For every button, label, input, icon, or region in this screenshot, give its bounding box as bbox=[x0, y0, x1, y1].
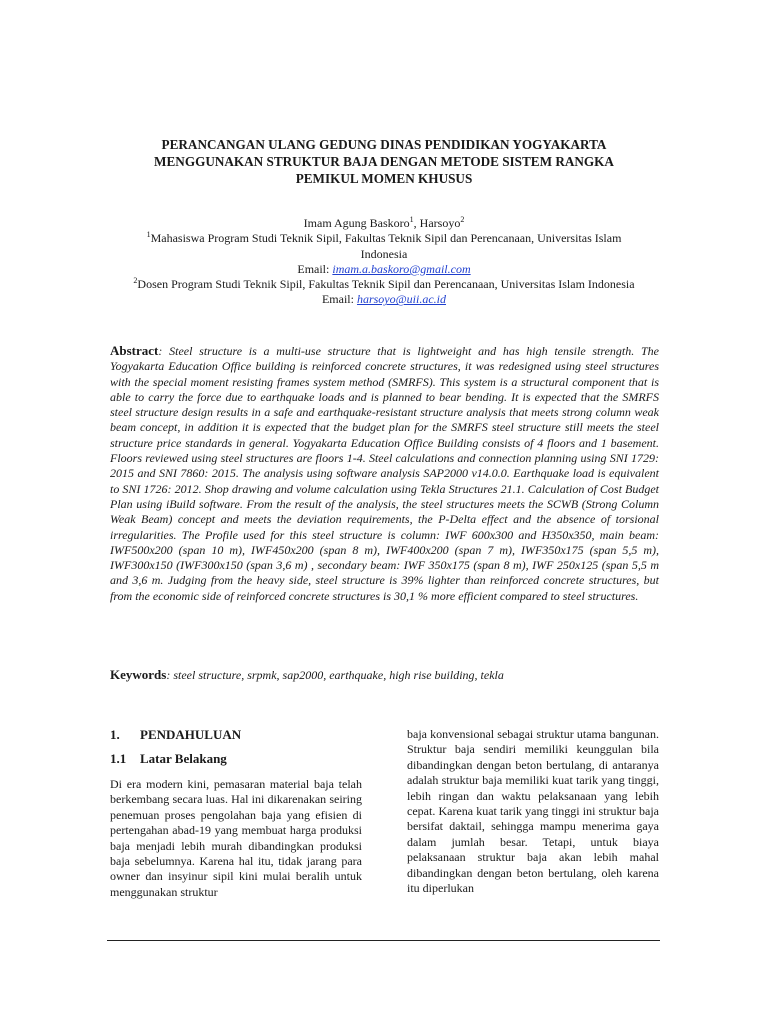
subsection-title: Latar Belakang bbox=[140, 751, 227, 766]
affiliation-1 bbox=[100, 231, 668, 246]
section-heading bbox=[110, 727, 362, 743]
keywords-label: Keywords bbox=[110, 667, 167, 682]
keywords-text: : steel structure, srpmk, sap2000, earthquake, high rise building, tekla bbox=[166, 668, 504, 682]
affiliation-mark: 1 bbox=[146, 230, 151, 240]
subsection-heading bbox=[110, 751, 362, 767]
affiliation-mark: 1 bbox=[409, 215, 414, 224]
author-separator: , bbox=[413, 216, 420, 230]
affiliation-2 bbox=[100, 277, 668, 292]
affiliation-text: Dosen Program Studi Teknik Sipil, Fakultas Teknik Sipil dan Perencanaan, Universitas Islam Indonesia bbox=[137, 277, 635, 292]
title-line: PEMIKUL MOMEN KHUSUS bbox=[295, 171, 473, 186]
email-label: Email: bbox=[321, 292, 357, 307]
paragraph: baja konvensional sebagai struktur utama bangunan. Struktur baja sendiri memiliki keunggulan bila dibandingkan dengan beton bertulang, di antaranya adalah struktur baja memiliki kuat tarik yang tinggi, lebih ringan dan waktu pelaksanaan yang lebih cepat. Karena kuat tarik yang tinggi ini struktur baja bersifat daktail, sehingga mampu menerima gaya dalam jumlah besar. Tetapi, untuk biaya pelaksanaan struktur baja akan lebih mahal dibandingkan dengan beton bertulang, oleh karena itu diperlukan bbox=[407, 727, 659, 896]
abstract-text: : Steel structure is a multi-use structure that is lightweight and has high tensile strength. The Yogyakarta Education Office building is reinforced concrete structures, it was redesigned using steel structures with the special moment resisting frames system method (SMRFS). This system is a structural component that is able to carry the force due to earthquake loads and is planned to bear bending. It is expected that the SMRFS steel structure design results in a safe and earthquake-resistant structure analysis that meets strong column weak beam concept, in addition it is expected that the budget plan for the SMRFS steel structure still meets the steel structure price standards in general. Yogyakarta Education Office Building consists of 4 floors and 1 basement. Floors reviewed using steel structures are floors 1-4. Steel calculations and connection planning using SNI 1729: 2015 and SNI 7860: 2015. The analysis using software analysis SAP2000 v14.0.0. Earthquake load is equivalent to SNI 1726: 2012. Shop drawing and volume calculation using Tekla Structures 21.1. Calculation of Cost Budget Plan using iBuild software. From the result of the analysis, the steel structures meets the SCWB (Strong Column Weak Beam) concept and meets the deviation requirements, the P-Delta effect and the absence of torsional irregularities. The Profile used for this steel structure is column: IWF 600x300 and H350x350, main beam: IWF500x200 (span 10 m), IWF450x200 (span 8 m), IWF400x200 (span 7 m), IWF350x175 (span 5,5 m), IWF300x150 (IWF300x150 (span 3,6 m) , secondary beam: IWF 350x175 (span 8 m), IWF 250x125 (span 5,5 m and 3,6 m. Judging from the heavy side, steel structure is 39% lighter than reinforced concrete structures, but from the economic side of reinforced concrete structures is 30,1 % more efficient compared to steel structures. bbox=[110, 344, 659, 603]
email-line-2 bbox=[100, 292, 668, 307]
author-name: Imam Agung Baskoro bbox=[303, 216, 410, 230]
title-line: PERANCANGAN ULANG GEDUNG DINAS PENDIDIKAN YOGYAKARTA bbox=[161, 137, 607, 152]
affiliation-mark: 2 bbox=[460, 215, 465, 224]
email-link[interactable]: imam.a.baskoro@gmail.com bbox=[332, 261, 471, 276]
email-line-1 bbox=[100, 262, 668, 277]
author-block bbox=[100, 216, 668, 308]
abstract-label: Abstract bbox=[110, 343, 159, 358]
email-label: Email: bbox=[297, 261, 333, 276]
author-names bbox=[100, 216, 668, 231]
abstract bbox=[110, 343, 659, 604]
affiliation-text: Mahasiswa Program Studi Teknik Sipil, Fakultas Teknik Sipil dan Perencanaan, Universitas Islam bbox=[150, 231, 622, 246]
author-name: Harsoyo bbox=[419, 216, 461, 230]
section-title: PENDAHULUAN bbox=[140, 727, 242, 742]
section-number: 1. bbox=[110, 727, 120, 742]
title-line: MENGGUNAKAN STRUKTUR BAJA DENGAN METODE SISTEM RANGKA bbox=[154, 154, 614, 169]
subsection-number: 1.1 bbox=[110, 751, 127, 766]
affiliation-1-continued: Indonesia bbox=[360, 246, 408, 261]
left-column bbox=[110, 727, 362, 900]
footer-divider bbox=[107, 940, 660, 941]
paper-title bbox=[110, 136, 658, 187]
paragraph: Di era modern kini, pemasaran material baja telah berkembang secara luas. Hal ini dikarenakan seiring penemuan proses pengolahan baja yang efisien di pertengahan abad-19 yang membuat harga produksi baja menjadi lebih murah dibandingkan produksi baja sebelumnya. Karena hal itu, tidak jarang para owner dan insyinur sipil kini mulai beralih untuk menggunakan struktur bbox=[110, 777, 362, 899]
email-link[interactable]: harsoyo@uii.ac.id bbox=[356, 292, 447, 307]
keywords bbox=[110, 667, 659, 683]
affiliation-mark: 2 bbox=[133, 276, 138, 286]
right-column bbox=[407, 727, 659, 896]
